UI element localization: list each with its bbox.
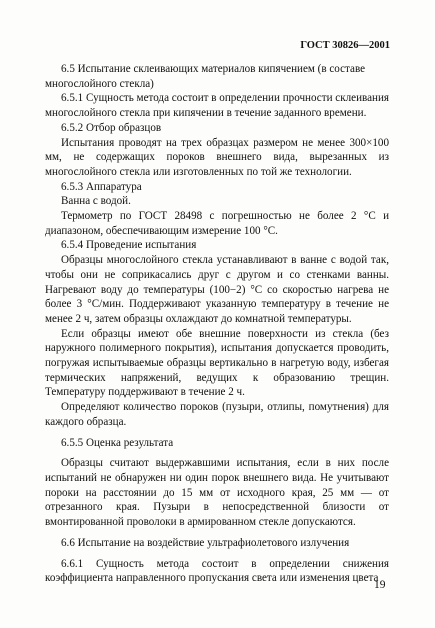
paragraph: 6.5.1 Сущность метода состоит в определении прочности склеивания многослойного стекла при кипячении в течение заданного времени. <box>45 92 389 120</box>
section-heading: 6.5 Испытание склеивающих материалов кипячением (в составе многослойного стекла) <box>45 63 366 90</box>
section-heading: 6.5.3 Аппаратура <box>61 180 142 193</box>
paragraph: Ванна с водой. <box>61 195 131 208</box>
standard-header: ГОСТ 30826—2001 <box>300 40 390 51</box>
paragraph: Термометр по ГОСТ 28498 с погрешностью не более 2 °С и диапазоном, обеспечивающим измерение 100 °С. <box>45 210 389 237</box>
paragraph: Испытания проводят на трех образцах размером не менее 300×100 мм, не содержащих пороков внешнего вида, вырезанных из многослойного стекла или изготовленных по той же технологии. <box>45 136 389 178</box>
section-heading: 6.5.2 Отбор образцов <box>61 121 162 134</box>
paragraph: Определяют количество пороков (пузыри, отлипы, помутнения) для каждого образца. <box>45 401 389 428</box>
section-heading: 6.5.5 Оценка результата <box>61 436 174 449</box>
page-number: 19 <box>374 579 386 591</box>
section-heading: 6.6 Испытание на воздействие ультрафиолетового излучения <box>61 536 350 549</box>
paragraph: Если образцы имеют обе внешние поверхности из стекла (без наружного полимерного покрытия), испытания допускается проводить, погружая испытываемые образцы вертикально в нагретую воду, избегая термических напряжений, ведущих к образованию трещин. Температуру поддерживают в течение 2 ч. <box>45 327 389 399</box>
section-heading: 6.5.4 Проведение испытания <box>61 239 197 252</box>
paragraph: Образцы многослойного стекла устанавливают в ванне с водой так, чтобы они не соприкасались друг с другом и со стенками ванны. Нагревают воду до температуры (100−2) °С со скоростью нагрева не более 3 °С/мин. Поддерживают указанную температуру в течение не менее 2 ч, затем образцы охлаждают до комнатной температуры. <box>45 254 389 325</box>
document-body <box>45 62 389 586</box>
paragraph: Образцы считают выдержавшими испытания, если в них после испытаний не обнаружен ни один порок внешнего вида. Не учитывают пороки на расстоянии до 15 мм от исходного края, 25 мм — от отрезанного края. Пузыри в непосредственной близости от вмонтированной проволоки в армированном стекле допускаются. <box>45 457 389 529</box>
paragraph: 6.6.1 Сущность метода состоит в определении снижения коэффициента направленного пропускания света или изменения цвета <box>45 557 389 585</box>
